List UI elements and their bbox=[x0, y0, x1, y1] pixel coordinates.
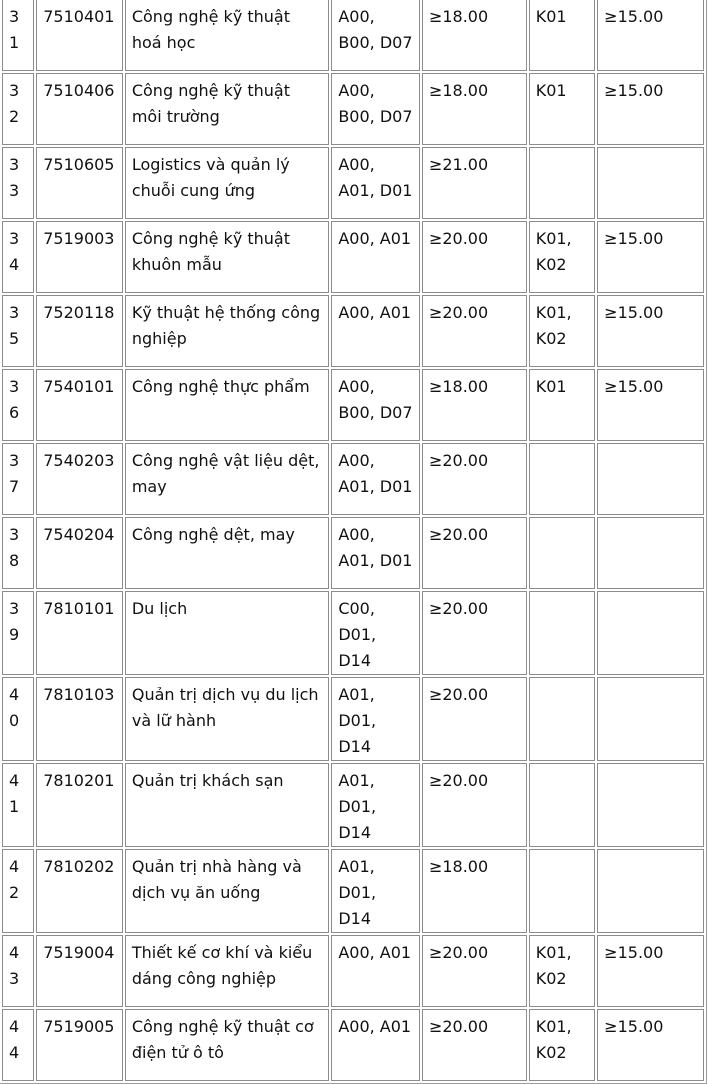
major-name-cell: Công nghệ kỹ thuật hoá học bbox=[125, 0, 329, 71]
table-row bbox=[2, 935, 704, 1007]
min-score-cell: ≥20.00 bbox=[422, 1009, 527, 1081]
major-name-cell: Quản trị khách sạn bbox=[125, 763, 329, 847]
row-number-cell: 33 bbox=[2, 147, 34, 219]
subject-blocks-cell: C00, D01, D14 bbox=[331, 591, 420, 675]
major-code-cell: 7510406 bbox=[36, 73, 123, 145]
subject-blocks-cell: A00, A01, D01 bbox=[331, 517, 420, 589]
min-score-cell: ≥20.00 bbox=[422, 517, 527, 589]
subject-blocks-cell: A00, B00, D07 bbox=[331, 369, 420, 441]
row-number-cell: 32 bbox=[2, 73, 34, 145]
row-number-cell: 35 bbox=[2, 295, 34, 367]
table-row bbox=[2, 1009, 704, 1081]
row-number-cell: 43 bbox=[2, 935, 34, 1007]
min-score-cell: ≥20.00 bbox=[422, 591, 527, 675]
major-name-cell: Logistics và quản lý chuỗi cung ứng bbox=[125, 147, 329, 219]
major-code-cell: 7810103 bbox=[36, 677, 123, 761]
subject-blocks-cell: A01, D01, D14 bbox=[331, 763, 420, 847]
major-name-cell: Quản trị dịch vụ du lịch và lữ hành bbox=[125, 677, 329, 761]
aptitude-blocks-cell: K01 bbox=[529, 0, 595, 71]
table-row bbox=[2, 849, 704, 933]
aptitude-score-cell: ≥15.00 bbox=[597, 73, 704, 145]
major-code-cell: 7540101 bbox=[36, 369, 123, 441]
major-name-cell: Du lịch bbox=[125, 591, 329, 675]
min-score-cell: ≥21.00 bbox=[422, 147, 527, 219]
aptitude-score-cell bbox=[597, 517, 704, 589]
aptitude-score-cell: ≥15.00 bbox=[597, 0, 704, 71]
table-row bbox=[2, 295, 704, 367]
subject-blocks-cell: A00, A01 bbox=[331, 221, 420, 293]
table-row bbox=[2, 0, 704, 71]
min-score-cell: ≥20.00 bbox=[422, 763, 527, 847]
aptitude-score-cell: ≥15.00 bbox=[597, 221, 704, 293]
major-code-cell: 7540204 bbox=[36, 517, 123, 589]
major-code-cell: 7510605 bbox=[36, 147, 123, 219]
row-number-cell: 36 bbox=[2, 369, 34, 441]
table-row bbox=[2, 677, 704, 761]
min-score-cell: ≥18.00 bbox=[422, 0, 527, 71]
subject-blocks-cell: A00, A01 bbox=[331, 295, 420, 367]
min-score-cell: ≥18.00 bbox=[422, 849, 527, 933]
row-number-cell: 37 bbox=[2, 443, 34, 515]
subject-blocks-cell: A00, B00, D07 bbox=[331, 0, 420, 71]
subject-blocks-cell: A01, D01, D14 bbox=[331, 849, 420, 933]
min-score-cell: ≥20.00 bbox=[422, 677, 527, 761]
major-name-cell: Công nghệ dệt, may bbox=[125, 517, 329, 589]
aptitude-score-cell: ≥15.00 bbox=[597, 935, 704, 1007]
major-code-cell: 7519005 bbox=[36, 1009, 123, 1081]
row-number-cell: 40 bbox=[2, 677, 34, 761]
table-row bbox=[2, 369, 704, 441]
table-row bbox=[2, 73, 704, 145]
min-score-cell: ≥20.00 bbox=[422, 935, 527, 1007]
aptitude-score-cell bbox=[597, 677, 704, 761]
aptitude-blocks-cell bbox=[529, 443, 595, 515]
major-code-cell: 7519004 bbox=[36, 935, 123, 1007]
row-number-cell: 42 bbox=[2, 849, 34, 933]
aptitude-score-cell bbox=[597, 147, 704, 219]
major-code-cell: 7810101 bbox=[36, 591, 123, 675]
row-number-cell: 38 bbox=[2, 517, 34, 589]
major-code-cell: 7810201 bbox=[36, 763, 123, 847]
row-number-cell: 39 bbox=[2, 591, 34, 675]
aptitude-blocks-cell: K01, K02 bbox=[529, 295, 595, 367]
major-code-cell: 7520118 bbox=[36, 295, 123, 367]
major-name-cell: Công nghệ thực phẩm bbox=[125, 369, 329, 441]
aptitude-blocks-cell bbox=[529, 147, 595, 219]
major-code-cell: 7810202 bbox=[36, 849, 123, 933]
min-score-cell: ≥18.00 bbox=[422, 73, 527, 145]
aptitude-score-cell bbox=[597, 763, 704, 847]
min-score-cell: ≥18.00 bbox=[422, 369, 527, 441]
subject-blocks-cell: A00, A01, D01 bbox=[331, 443, 420, 515]
major-name-cell: Công nghệ vật liệu dệt, may bbox=[125, 443, 329, 515]
major-name-cell: Công nghệ kỹ thuật khuôn mẫu bbox=[125, 221, 329, 293]
subject-blocks-cell: A00, A01 bbox=[331, 935, 420, 1007]
row-number-cell: 31 bbox=[2, 0, 34, 71]
subject-blocks-cell: A00, A01 bbox=[331, 1009, 420, 1081]
major-name-cell: Kỹ thuật hệ thống công nghiệp bbox=[125, 295, 329, 367]
aptitude-score-cell bbox=[597, 443, 704, 515]
major-code-cell: 7510401 bbox=[36, 0, 123, 71]
major-name-cell: Thiết kế cơ khí và kiểu dáng công nghiệp bbox=[125, 935, 329, 1007]
table-row bbox=[2, 763, 704, 847]
aptitude-blocks-cell: K01 bbox=[529, 73, 595, 145]
aptitude-blocks-cell bbox=[529, 517, 595, 589]
subject-blocks-cell: A01, D01, D14 bbox=[331, 677, 420, 761]
aptitude-blocks-cell: K01, K02 bbox=[529, 1009, 595, 1081]
major-code-cell: 7519003 bbox=[36, 221, 123, 293]
major-name-cell: Công nghệ kỹ thuật môi trường bbox=[125, 73, 329, 145]
table-row bbox=[2, 591, 704, 675]
aptitude-blocks-cell bbox=[529, 677, 595, 761]
aptitude-score-cell bbox=[597, 591, 704, 675]
table-row bbox=[2, 221, 704, 293]
aptitude-blocks-cell bbox=[529, 591, 595, 675]
major-name-cell: Quản trị nhà hàng và dịch vụ ăn uống bbox=[125, 849, 329, 933]
row-number-cell: 34 bbox=[2, 221, 34, 293]
table-row bbox=[2, 443, 704, 515]
min-score-cell: ≥20.00 bbox=[422, 295, 527, 367]
aptitude-score-cell bbox=[597, 849, 704, 933]
major-code-cell: 7540203 bbox=[36, 443, 123, 515]
aptitude-blocks-cell: K01, K02 bbox=[529, 221, 595, 293]
aptitude-score-cell: ≥15.00 bbox=[597, 295, 704, 367]
table-row bbox=[2, 147, 704, 219]
min-score-cell: ≥20.00 bbox=[422, 443, 527, 515]
row-number-cell: 44 bbox=[2, 1009, 34, 1081]
aptitude-score-cell: ≥15.00 bbox=[597, 369, 704, 441]
subject-blocks-cell: A00, B00, D07 bbox=[331, 73, 420, 145]
table-row bbox=[2, 517, 704, 589]
aptitude-blocks-cell: K01 bbox=[529, 369, 595, 441]
min-score-cell: ≥20.00 bbox=[422, 221, 527, 293]
aptitude-blocks-cell: K01, K02 bbox=[529, 935, 595, 1007]
row-number-cell: 41 bbox=[2, 763, 34, 847]
major-name-cell: Công nghệ kỹ thuật cơ điện tử ô tô bbox=[125, 1009, 329, 1081]
subject-blocks-cell: A00, A01, D01 bbox=[331, 147, 420, 219]
aptitude-score-cell: ≥15.00 bbox=[597, 1009, 704, 1081]
table-body bbox=[2, 0, 704, 1081]
aptitude-blocks-cell bbox=[529, 763, 595, 847]
aptitude-blocks-cell bbox=[529, 849, 595, 933]
